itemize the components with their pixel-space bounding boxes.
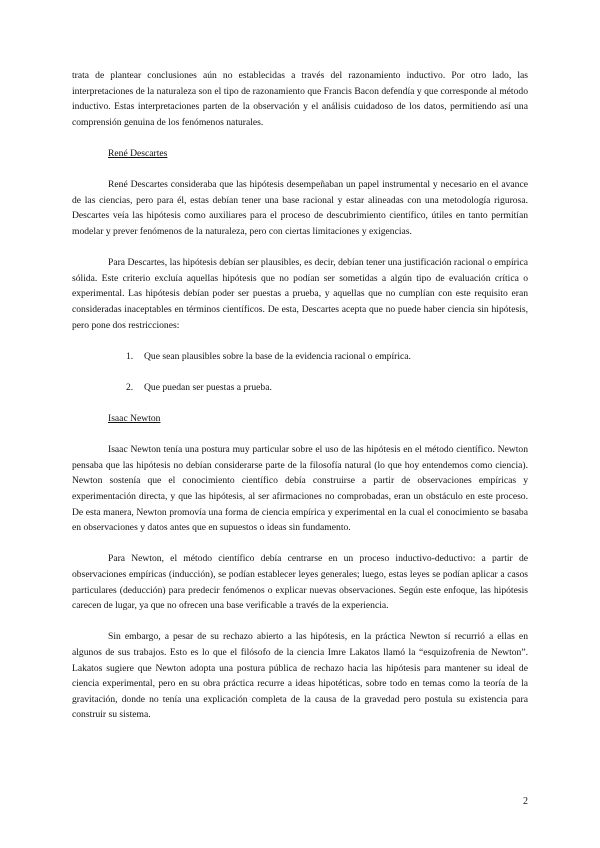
paragraph-newton-1: Isaac Newton tenía una postura muy particular sobre el uso de las hipótesis en el método científico. Newton pensaba que las hipótesis no debían considerarse parte de la filosofía natural (lo que hoy entendemos como ciencia). Newton sostenía que el conocimiento científico debía construirse a partir de observaciones empíricas y experimentación directa, y que las hipótesis, al ser afirmaciones no comprobadas, eran un obstáculo en este proceso. De esta manera, Newton promovía una forma de ciencia empírica y experimental en la cual el conocimiento se basaba en observaciones y datos antes que en supuestos o ideas sin fundamento.	[72, 444, 528, 534]
heading-rene-descartes: René Descartes	[108, 147, 168, 159]
paragraph-descartes-2: Para Descartes, las hipótesis debían ser plausibles, es decir, debían tener una justificación racional o empírica sólida. Este criterio excluía aquellas hipótesis que no podían ser sometidas a algún tipo de evaluación crítica o experimental. Las hipótesis debían poder ser puestas a prueba, y aquellas que no cumplían con este requisito eran consideradas inaceptables en términos científicos. De esta, Descartes acepta que no puede haber ciencia sin hipótesis, pero pone dos restricciones:	[72, 257, 528, 331]
list-item-number: 2.	[126, 381, 134, 393]
restrictions-list	[72, 349, 528, 396]
list-item-number: 1.	[126, 350, 134, 362]
list-item	[126, 380, 528, 396]
heading-isaac-newton: Isaac Newton	[108, 413, 161, 425]
paragraph-descartes-1: René Descartes consideraba que las hipótesis desempeñaban un papel instrumental y necesario en el avance de las ciencias, pero para él, estas debían tener una base racional y estar alineadas con una metodología rigurosa. Descartes veía las hipótesis como auxiliares para el proceso de descubrimiento científico, útiles en tanto permitían modelar y prever fenómenos de la naturaleza, pero con ciertas limitaciones y exigencias.	[72, 179, 528, 237]
document-page	[72, 68, 528, 723]
paragraph-bacon-conclusion: trata de plantear conclusiones aún no establecidas a través del razonamiento inductivo. Por otro lado, las interpretaciones de la naturaleza son el tipo de razonamiento que Francis Bacon defendía y que corresponde al método inductivo. Estas interpretaciones parten de la observación y el análisis cuidadoso de los datos, permitiendo así una comprensión genuina de los fenómenos naturales.	[72, 70, 528, 128]
page-number: 2	[523, 796, 528, 807]
paragraph-newton-3: Sin embargo, a pesar de su rechazo abierto a las hipótesis, en la práctica Newton sí recurrió a ellas en algunos de sus trabajos. Esto es lo que el filósofo de la ciencia Imre Lakatos llamó la “esquizofrenia de Newton”. Lakatos sugiere que Newton adopta una postura pública de rechazo hacia las hipótesis para mantener su ideal de ciencia experimental, pero en su obra práctica recurre a ideas hipotéticas, sobre todo en temas como la teoría de la gravitación, donde no tenía una explicación completa de la causa de la gravedad pero postula su existencia para construir su sistema.	[72, 631, 528, 721]
paragraph-newton-2: Para Newton, el método científico debía centrarse en un proceso inductivo-deductivo: a partir de observaciones empíricas (inducción), se podían establecer leyes generales; luego, estas leyes se podían aplicar a casos particulares (deducción) para predecir fenómenos o explicar nuevas observaciones. Según este enfoque, las hipótesis carecen de lugar, ya que no ofrecen una base verificable a través de la experiencia.	[72, 553, 528, 612]
list-item-text: Que sean plausibles sobre la base de la evidencia racional o empírica.	[144, 350, 411, 362]
list-item-text: Que puedan ser puestas a prueba.	[144, 381, 272, 393]
list-item	[126, 349, 528, 365]
